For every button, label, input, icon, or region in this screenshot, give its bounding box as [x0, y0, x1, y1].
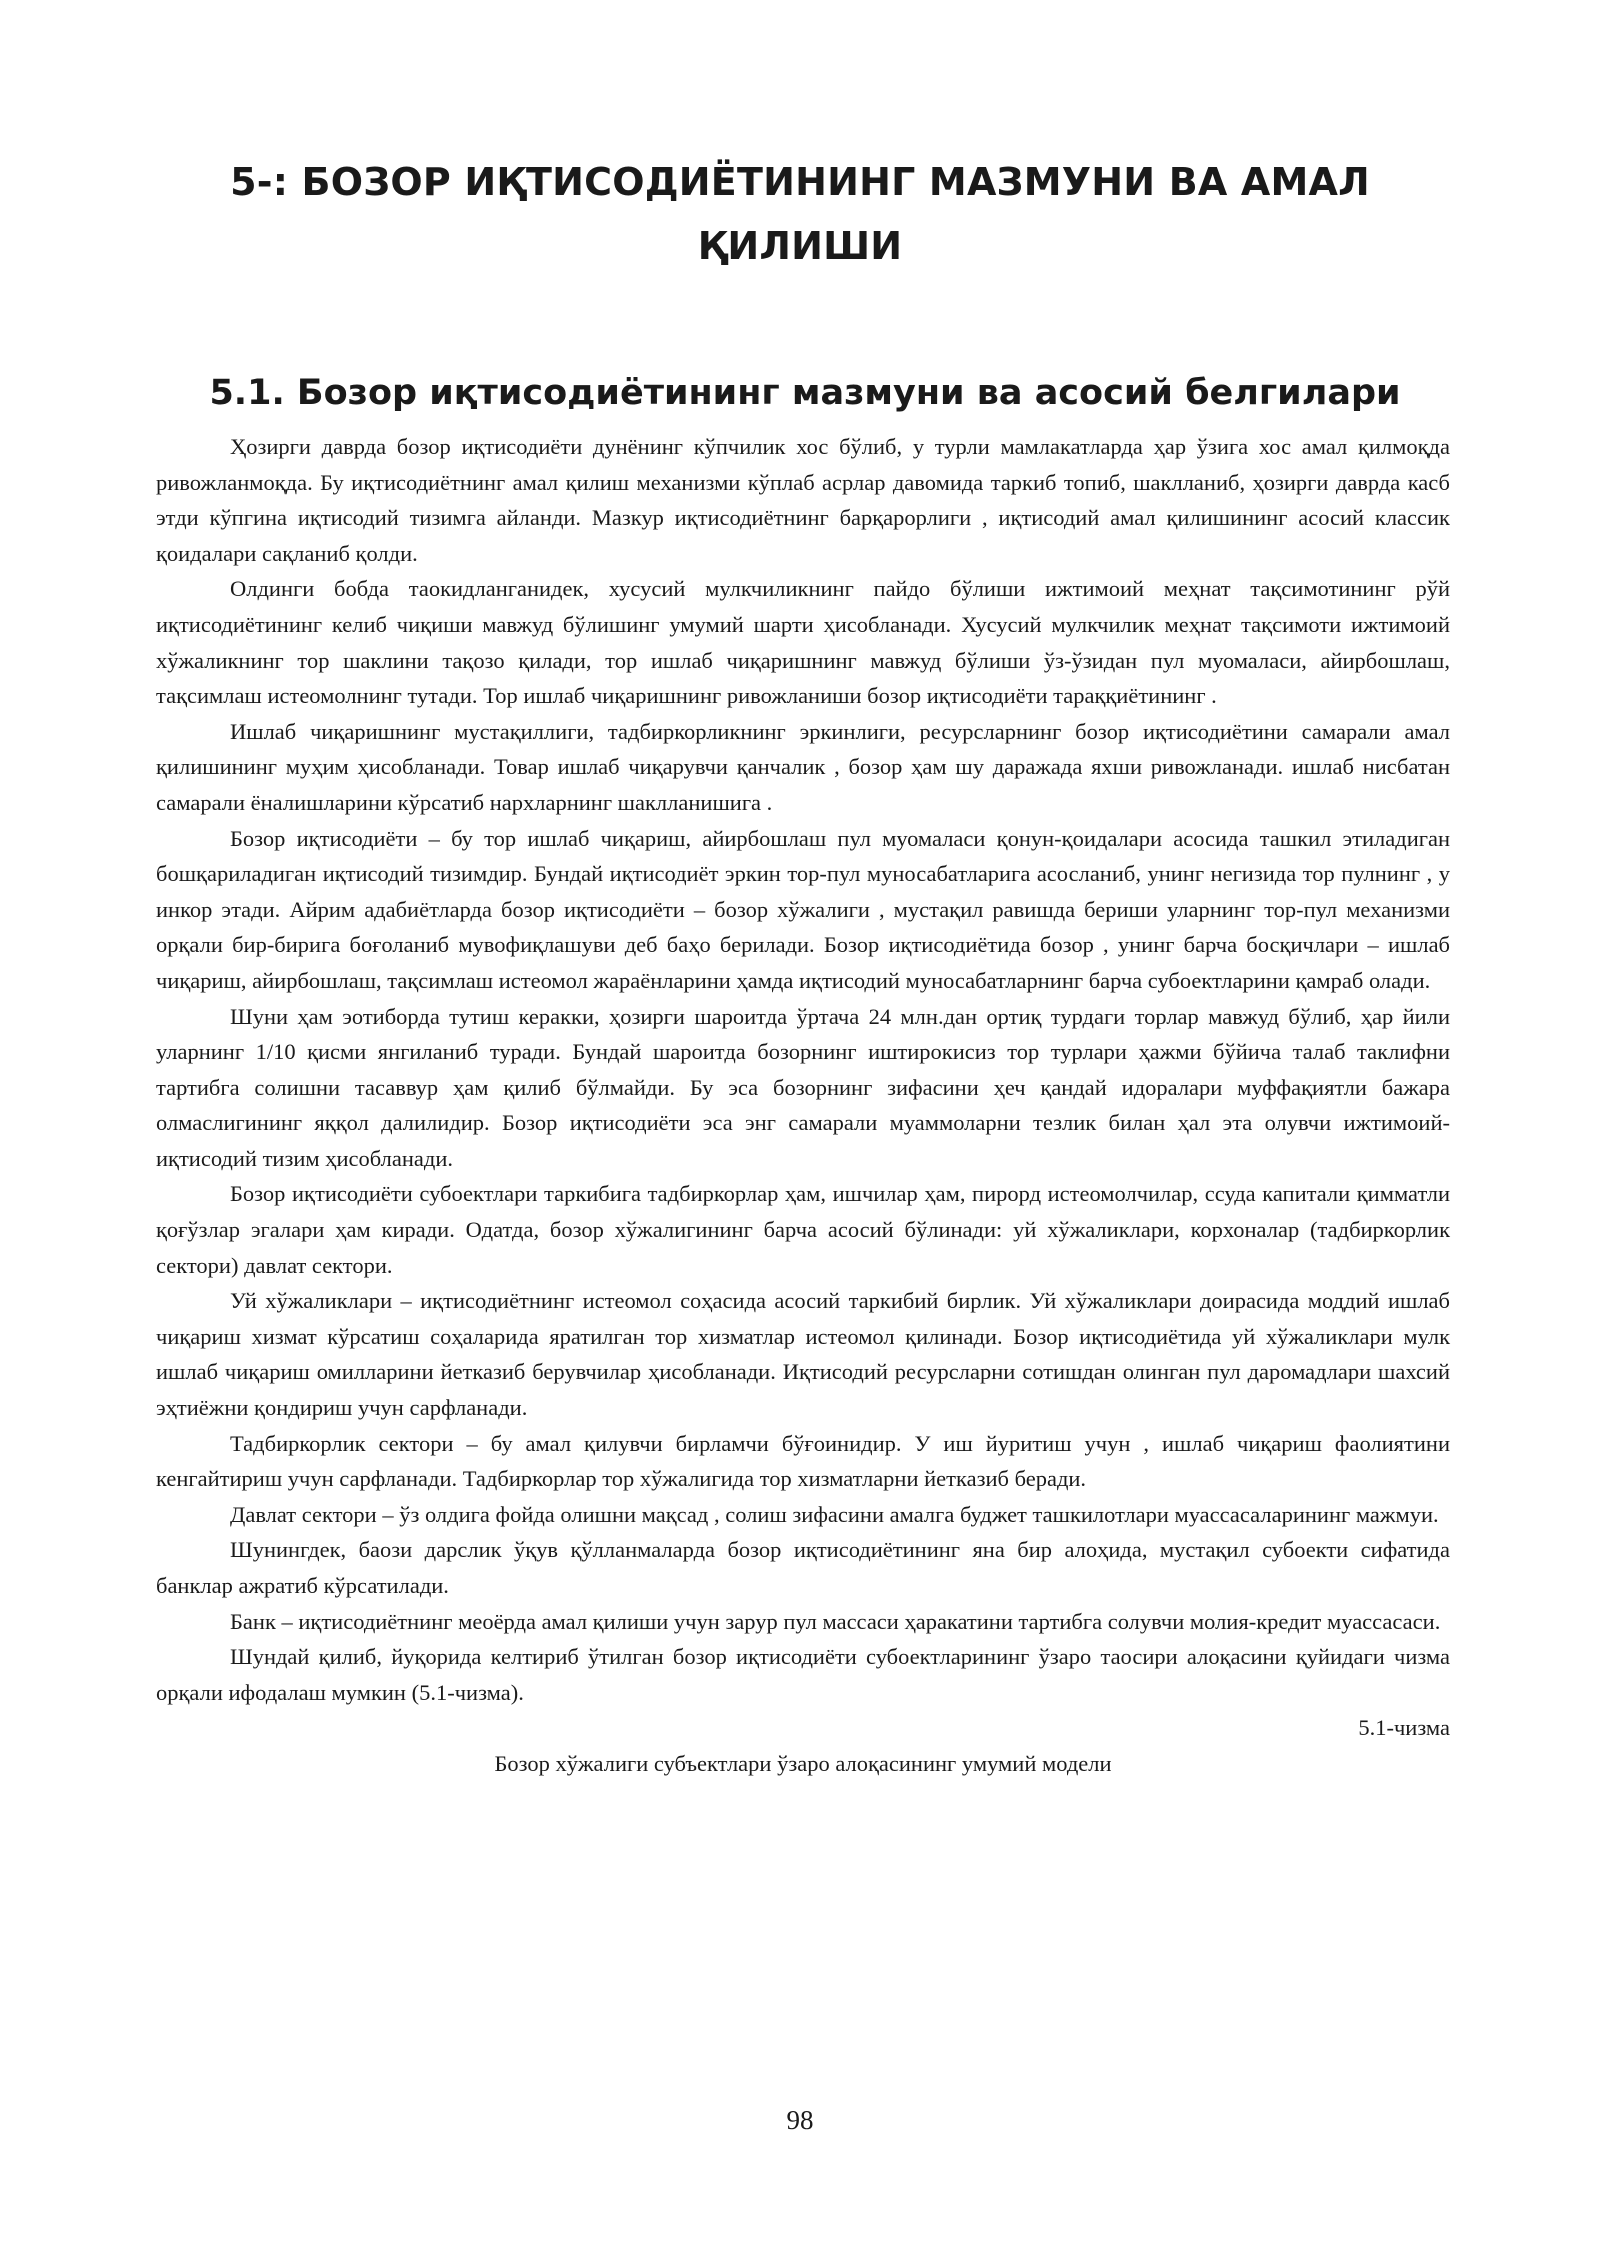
section-title: 5.1. Бозор иқтисодиётининг мазмуни ва асосий белгилари: [209, 373, 1401, 413]
paragraph: Шуни ҳам эотиборда тутиш керакки, ҳозирги шароитда ўртача 24 млн.дан ортиқ турдаги торлар мавжуд бўлиб, ҳар йили уларнинг 1/10 қисми янгиланиб туради. Бундай шароитда бозорнинг иштирокисиз тор турлари ҳажми бўйича талаб таклифни тартибга солишни тасаввур ҳам қилиб бўлмайди. Бу эса бозорнинг зифасини ҳеч қандай идоралари муффақиятли бажара олмаслигининг яққол далилидир. Бозор иқтисодиёти эса энг самарали муаммоларни тезлик билан ҳал эта олувчи ижтимоий-иқтисодий тизим ҳисобланади.: [156, 1003, 1450, 1171]
paragraph: Ишлаб чиқаришнинг мустақиллиги, тадбиркорликнинг эркинлиги, ресурсларнинг бозор иқтисодиётини самарали амал қилишининг муҳим ҳисобланади. Товар ишлаб чиқарувчи қанчалик , бозор ҳам шу даражада яхши ривожланади. ишлаб нисбатан самарали ёналишларини кўрсатиб нархларнинг шаклланишига .: [156, 718, 1450, 815]
body-text: [156, 429, 1450, 1782]
paragraph: Банк – иқтисодиётнинг меоёрда амал қилиши учун зарур пул массаси ҳаракатини тартибга солувчи молия-кредит муассасаси.: [230, 1608, 1441, 1634]
paragraph: Олдинги бобда таокидланганидек, хусусий мулкчиликнинг пайдо бўлиши ижтимоий меҳнат тақсимотининг рўй иқтисодиётининг келиб чиқиши мавжуд бўлишинг умумий шарти ҳисобланади. Хусусий мулкчилик меҳнат тақсимоти ижтимоий хўжаликнинг тор шаклини тақозо қилади, тор ишлаб чиқаришнинг мавжуд бўлиши ўз-ўзидан пул муомаласи, айирбошлаш, тақсимлаш истеомолнинг тутади. Тор ишлаб чиқаришнинг ривожланиши бозор иқтисодиёти тараққиётининг .: [156, 576, 1450, 709]
paragraph: Шунингдек, баози дарслик ўқув қўлланмаларда бозор иқтисодиётининг яна бир алоҳида, мустақил субоекти сифатида банклар ажратиб кўрсатилади.: [156, 1537, 1450, 1598]
paragraph: Давлат сектори – ўз олдига фойда олишни мақсад , солиш зифасини амалга буджет ташкилотлари муассасаларининг мажмуи.: [230, 1501, 1439, 1527]
paragraph: Уй хўжаликлари – иқтисодиётнинг истеомол соҳасида асосий таркибий бирлик. Уй хўжаликлари доирасида моддий ишлаб чиқариш хизмат кўрсатиш соҳаларида яратилган тор хизматлар истеомол қилинади. Бозор иқтисодиётида уй хўжаликлари мулк ишлаб чиқариш омилларини йетказиб берувчилар ҳисобланади. Иқтисодий ресурсларни сотишдан олинган пул даромадлари шахсий эҳтиёжни қондириш учун сарфланади.: [156, 1288, 1450, 1421]
figure-label: 5.1-чизма: [1358, 1715, 1450, 1741]
chapter-title-line-1: 5-: БОЗОР ИҚТИСОДИЁТИНИНГ МАЗМУНИ ВА АМАЛ: [230, 160, 1370, 204]
paragraph: Шундай қилиб, йуқорида келтириб ўтилган бозор иқтисодиёти субоектларининг ўзаро таосири алоқасини қуйидаги чизма орқали ифодалаш мумкин (5.1-чизма).: [156, 1644, 1450, 1705]
chapter-title-line-2: ҚИЛИШИ: [697, 224, 903, 268]
paragraph: Бозор иқтисодиёти – бу тор ишлаб чиқариш, айирбошлаш пул муомаласи қонун-қоидалари асосида ташкил этиладиган бошқариладиган иқтисодий тизимдир. Бундай иқтисодиёт эркин тор-пул муносабатларига асосланиб, унинг негизида тор пулнинг , у инкор этади. Айрим адабиётларда бозор иқтисодиёти – бозор хўжалиги , мустақил равишда бериши уларнинг тор-пул механизми орқали бир-бирига боғоланиб мувофиқлашуви деб баҳо берилади. Бозор иқтисодиётида бозор , унинг барча босқичлари – ишлаб чиқариш, айирбошлаш, тақсимлаш истеомол жараёнларини ҳамда иқтисодий муносабатларнинг барча субоектларини қамраб олади.: [156, 825, 1450, 993]
page-number: 98: [786, 2105, 814, 2135]
paragraph: Бозор иқтисодиёти субоектлари таркибига тадбиркорлар ҳам, ишчилар ҳам, пирорд истеомолчилар, ссуда капитали қимматли қоғўзлар эгалари ҳам киради. Одатда, бозор хўжалигининг барча асосий бўлинади: уй хўжаликлари, корхоналар (тадбиркорлик сектори) давлат сектори.: [156, 1181, 1450, 1278]
figure-caption: Бозор хўжалиги субъектлари ўзаро алоқасининг умумий модели: [494, 1750, 1112, 1776]
chapter-title: [150, 150, 1450, 278]
paragraph: Ҳозирги даврда бозор иқтисодиёти дунёнинг кўпчилик хос бўлиб, у турли мамлакатларда ҳар ўзига хос амал қилмоқда ривожланмоқда. Бу иқтисодиётнинг амал қилиш механизми кўплаб асрлар давомида таркиб топиб, шаклланиб, ҳозирги даврда касб этди кўпгина иқтисодий тизимга айланди. Мазкур иқтисодиётнинг барқарорлиги , иқтисодий амал қилишининг асосий классик қоидалари сақланиб қолди.: [156, 434, 1450, 566]
paragraph: Тадбиркорлик сектори – бу амал қилувчи бирламчи бўғоинидир. У иш йуритиш учун , ишлаб чиқариш фаолиятини кенгайтириш учун сарфланади. Тадбиркорлар тор хўжалигида тор хизматларни йетказиб беради.: [156, 1430, 1450, 1492]
